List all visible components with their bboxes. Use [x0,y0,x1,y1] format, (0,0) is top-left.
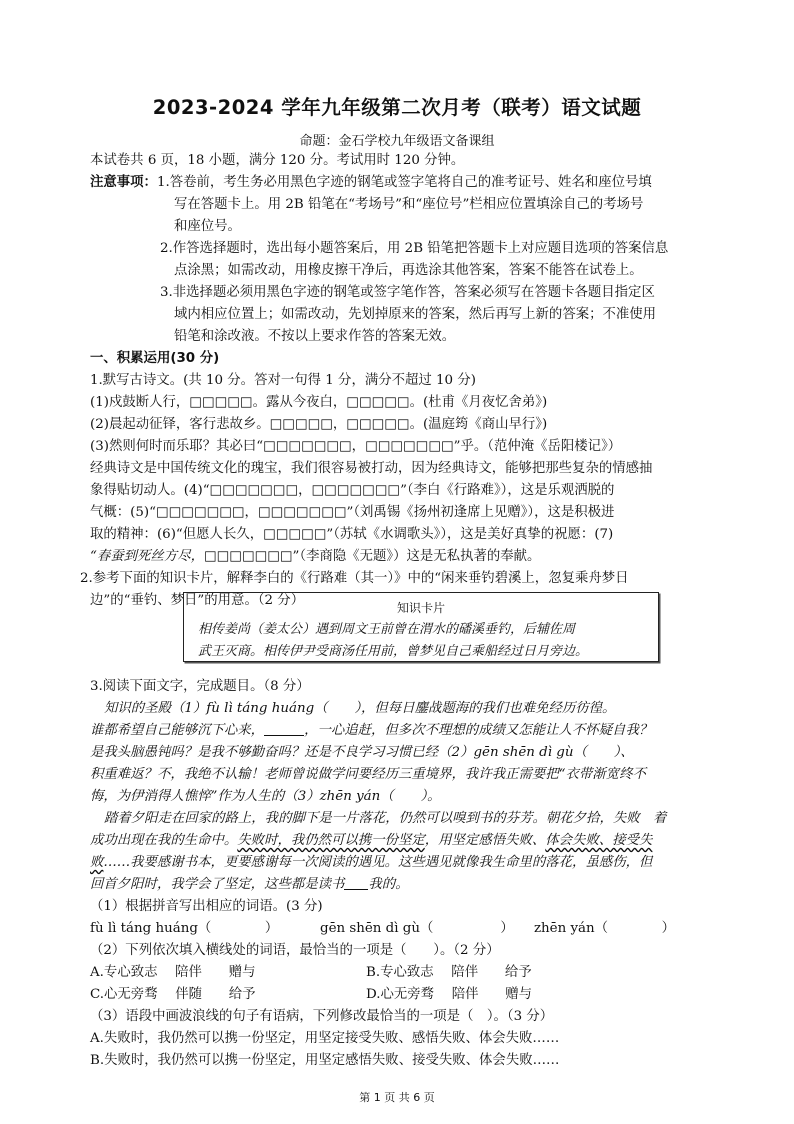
passage-line: 回首夕阳时，我学会了坚定，这些都是读书 我的。 [90,877,409,892]
wavy-underlined-sentence: 体会失败、接受失 [545,833,653,848]
answer-blank [264,721,304,736]
passage-line: 踏着夕阳走在回家的路上，我的脚下是一片落花，仍然可以嗅到书的芬芳。朝花夕拾，失败 着 [104,811,667,826]
page-number: 第 1 页 共 6 页 [359,1091,435,1104]
question-1-line: (2)晨起动征铎，客行悲故乡。□□□□□，□□□□□。(温庭筠《商山早行》) [90,417,548,432]
notice-line-5: 点涂黑；如需改动，用橡皮擦干净后，再选涂其他答案，答案不能答在试卷上。 [174,263,643,278]
pinyin-item: zhēn yán（ ） [534,921,675,936]
answer-option-a: A.失败时，我仍然可以携一份坚定，用坚定接受失败、感悟失败、体会失败…… [90,1031,560,1046]
notice-line-4: 2.作答选择题时，选出每小题答案后，用 2B 铅笔把答题卡上对应题目选项的答案信息 [160,241,669,256]
notice-label: 注意事项： [90,175,157,190]
passage-line: 是我头脑愚钝吗？是我不够勤奋吗？还是不良学习习惯已经（2）gēn shēn dì gù（ ）、 [90,745,634,760]
passage-line: 积重难返？不，我绝不认输！老师曾说做学问要经历三重境界，我许我正需要把“衣带渐宽终不 [90,767,646,782]
wavy-underlined-sentence: 失败时，我仍然可以携一份坚定 [237,833,425,848]
question-3-stem: 3.阅读下面文字，完成题目。（8 分） [90,679,310,694]
subquestion-3: （3）语段中画波浪线的句子有语病，下列修改最恰当的一项是（ ）。（3 分） [90,1009,554,1024]
option-a: A.专心致志 陪伴 赠与 [90,965,256,980]
pinyin-item: fù lì táng huáng（ ） [90,921,279,936]
question-3 [90,676,720,1072]
option-b: B.专心致志 陪伴 给予 [366,965,532,980]
question-2-stem: 2.参考下面的知识卡片，解释李白的《行路难（其一）》中的“闲来垂钓碧溪上，忽复乘舟梦日 [80,571,629,586]
question-2-stem: 边”的“垂钓、梦日”的用意。（2 分） [90,593,305,608]
passage-line: 败……我要感谢书本，更要感谢每一次阅读的遇见。这些遇见就像我生命里的落花，虽感伤，但 [90,855,653,870]
answer-blank [344,875,368,890]
options-row [90,984,720,1006]
answer-option-b: B.失败时，我仍然可以携一份坚定，用坚定感悟失败、接受失败、体会失败…… [90,1053,560,1068]
question-1-line: (1)戍鼓断人行，□□□□□。露从今夜白，□□□□□。(杜甫《月夜忆舍弟》) [90,395,548,410]
passage-line: 成功出现在我的生命中。失败时，我仍然可以携一份坚定，用坚定感悟失败、体会失败、接受失 [90,833,653,848]
question-1-line: 取的精神：(6)“但愿人长久，□□□□□”（苏轼《水调歌头》），这是美好真挚的祝愿：(7) [90,527,614,542]
question-1-line: (3)然则何时而乐耶？其必曰“□□□□□□□，□□□□□□□”乎。（范仲淹《岳阳楼记》） [90,439,622,454]
notice-line-1: 注意事项：1.答卷前，考生务必用黑色字迹的钢笔或签字笔将自己的准考证号、姓名和座位号填 [90,175,652,190]
question-1-stem: 1.默写古诗文。(共 10 分。答对一句得 1 分，满分不超过 10 分) [90,373,476,388]
subquestion-1: （1）根据拼音写出相应的词语。(3 分) [90,899,323,914]
notice-line-7: 域内相应位置上；如需改动，先划掉原来的答案，然后再写上新的答案；不准使用 [174,307,657,322]
pinyin-item: gēn shēn dì gù（ ） [320,921,514,936]
notice-line-2: 写在答题卡上。用 2B 铅笔在“考场号”和“座位号”栏相应位置填涂自己的考场号 [174,197,644,212]
question-1-line: 气概：(5)“□□□□□□□，□□□□□□□”（刘禹锡《扬州初逢席上见赠》），这是积极进 [90,505,615,520]
passage-line: 悔，为伊消得人憔悴”作为人生的（3）zhēn yán（ ）。 [90,789,441,804]
question-1-line: 象得贴切动人。(4)“□□□□□□□，□□□□□□□”（李白《行路难》），这是乐观洒脱的 [90,483,615,498]
options-row [90,962,720,984]
passage-line: 谁都希望自己能够沉下心来， ，一心追赶，但多次不理想的成绩又怎能让人不怀疑自我？ [90,723,653,738]
notice-line-8: 铅笔和涂改液。不按以上要求作答的答案无效。 [174,329,456,344]
notice-line-6: 3.非选择题必须用黑色字迹的钢笔或签字笔作答，答案必须写在答题卡各题目指定区 [160,285,655,300]
knowledge-card-text: 武王灭商。相传伊尹受商汤任用前，曾梦见自己乘船经过日月旁边。 [198,644,589,659]
option-d: D.心无旁骛 陪伴 赠与 [366,987,533,1002]
passage-line: 知识的圣殿（1）fù lì táng huáng（ ），但每日鏖战题海的我们也难免经历彷徨。 [104,701,616,716]
subquestion-2: （2）下列依次填入横线处的词语，最恰当的一项是（ ）。（2 分） [90,943,500,958]
exam-instructions [80,150,720,612]
page-subtitle: 命题：金石学校九年级语文备课组 [299,134,495,149]
knowledge-card [183,592,659,662]
knowledge-card-text: 相传姜尚（姜太公）遇到周文王前曾在渭水的磻溪垂钓，后辅佐周 [198,622,576,637]
pinyin-row [90,918,720,940]
option-c: C.心无旁骛 伴随 给予 [90,987,256,1002]
question-1-line: “春蚕到死丝方尽，□□□□□□□”（李商隐《无题》）这是无私执著的奉献。 [90,549,541,564]
question-1-line: 经典诗文是中国传统文化的瑰宝，我们很容易被打动，因为经典诗文，能够把那些复杂的情感抽 [90,461,653,476]
section-heading: 一、积累运用(30 分) [90,351,220,366]
notice-line-3: 和座位号。 [174,219,241,234]
page-title: 2023-2024 学年九年级第二次月考（联考）语文试题 [152,96,642,119]
knowledge-card-title: 知识卡片 [396,601,445,615]
exam-intro: 本试卷共 6 页，18 小题，满分 120 分。考试用时 120 分钟。 [90,153,465,168]
